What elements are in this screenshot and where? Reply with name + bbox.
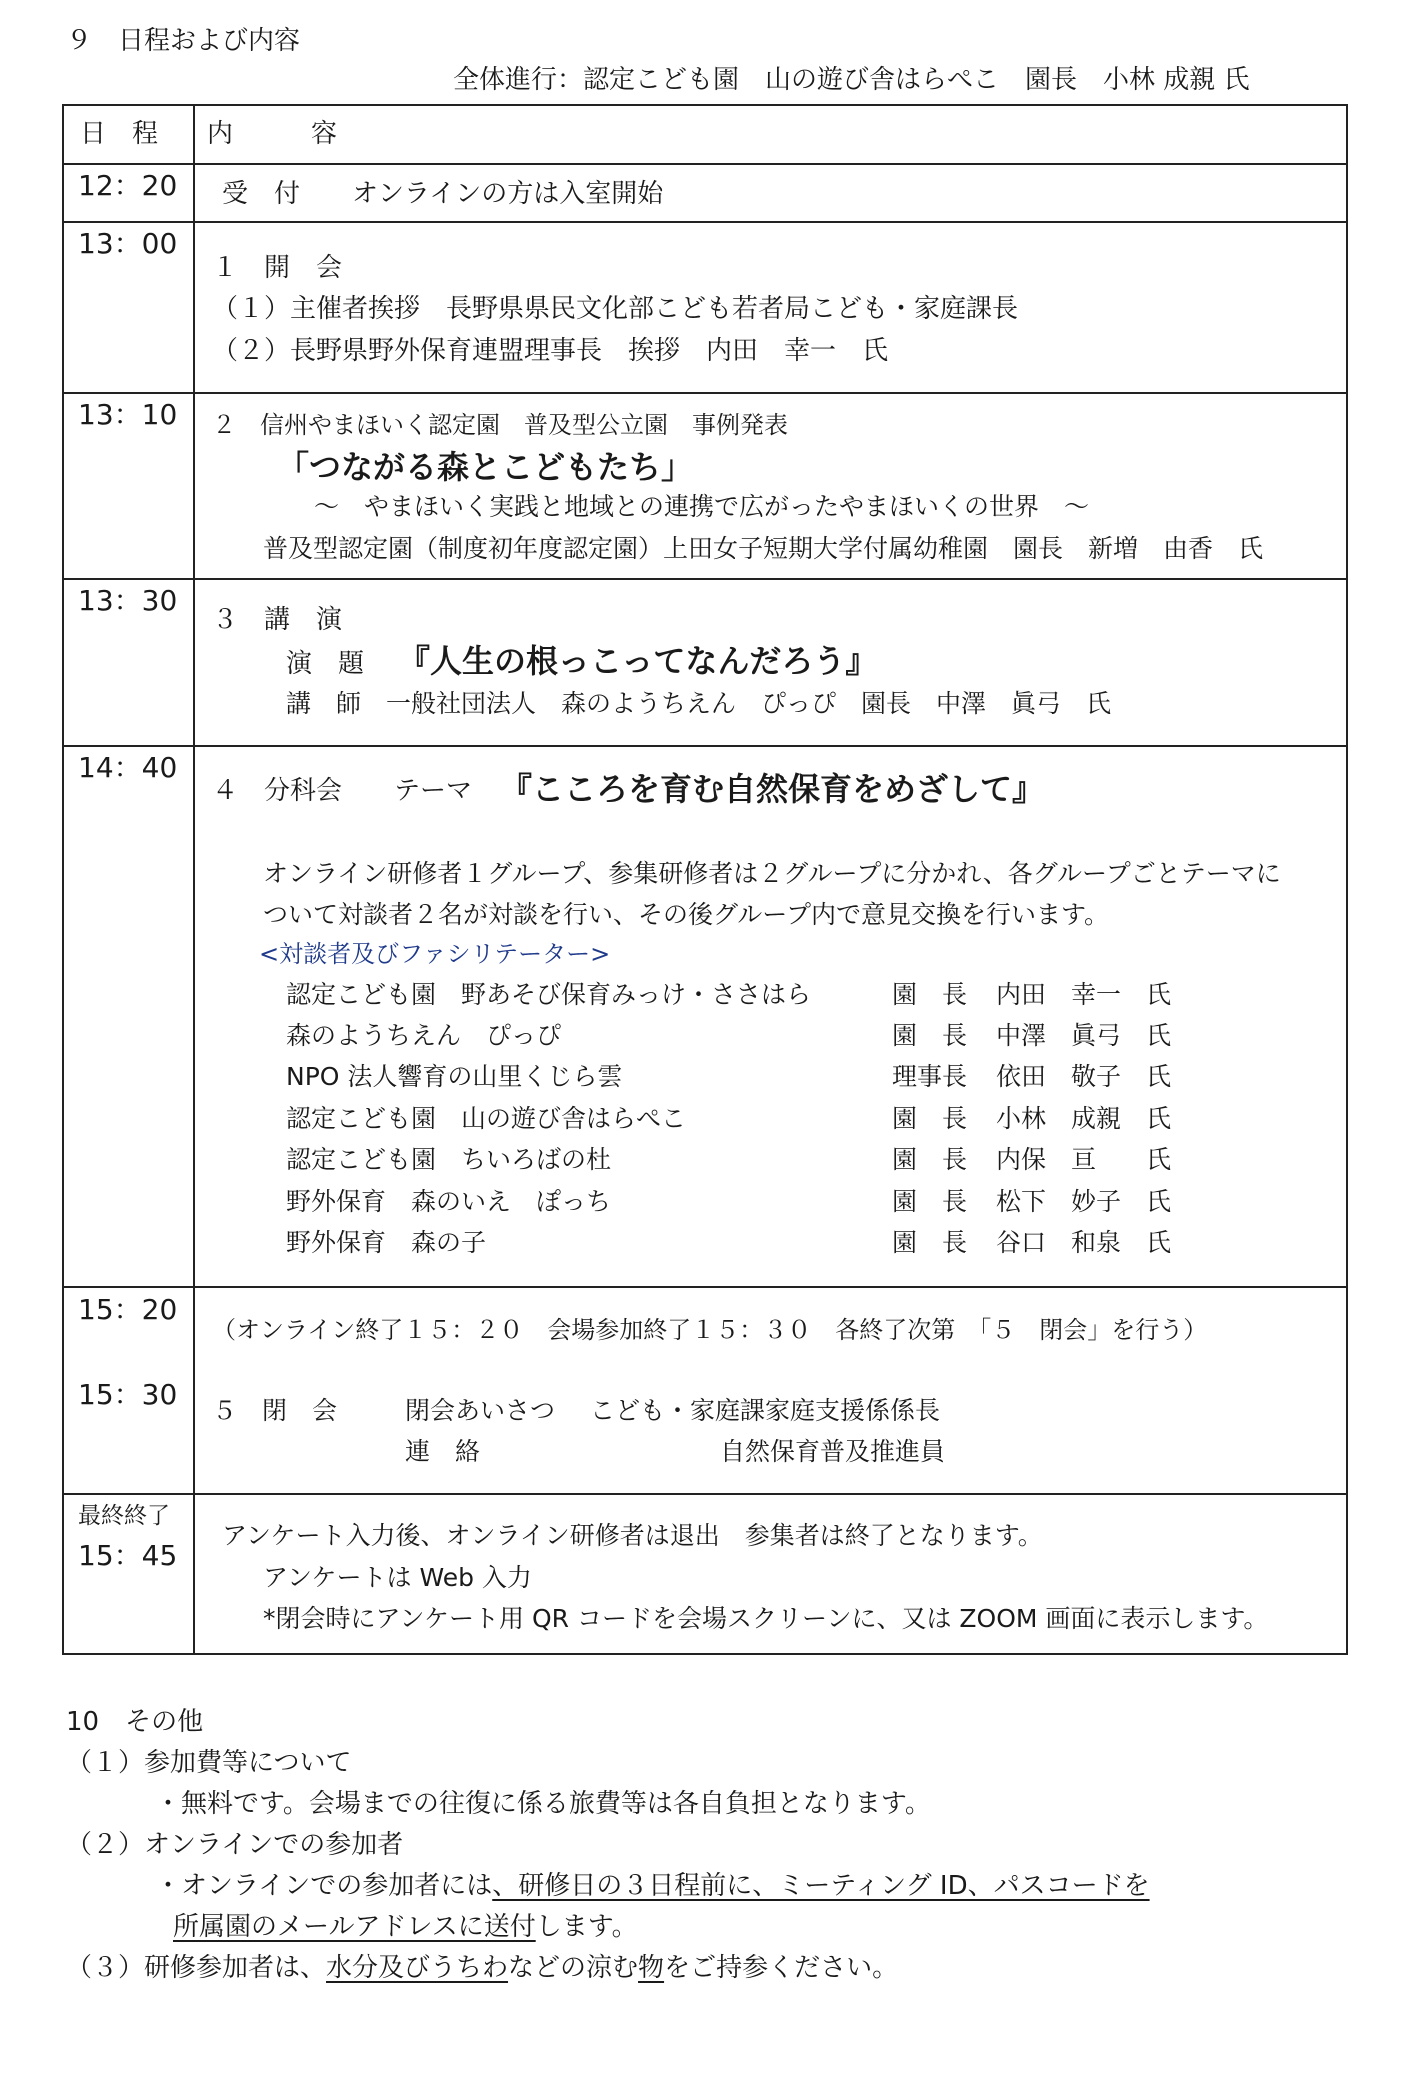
time-1530: 15：30 bbox=[78, 1378, 178, 1411]
facilitator-name: 谷口 和泉 氏 bbox=[996, 1228, 1172, 1257]
closing-contact-label: 連 絡 bbox=[405, 1437, 481, 1466]
closing-greeting-label: 閉会あいさつ bbox=[405, 1396, 556, 1425]
closing-contact-speaker: 自然保育普及推進員 bbox=[720, 1437, 946, 1466]
facilitator-org: 認定こども園 野あそび保育みっけ・ささはら bbox=[286, 980, 812, 1009]
opening-greeting-1: （１）主催者挨拶 長野県県民文化部こども若者局こども・家庭課長 bbox=[212, 294, 1019, 324]
case-presentation-subtitle: ～ やまほいく実践と地域との連携で広がったやまほいくの世界 ～ bbox=[314, 492, 1090, 521]
facilitator-org: 野外保育 森のいえ ぽっち bbox=[286, 1187, 612, 1216]
facilitator-role: 園 長 bbox=[892, 1104, 968, 1133]
facilitator-name: 内保 亘 氏 bbox=[996, 1145, 1172, 1174]
facilitator-role: 理事長 bbox=[892, 1062, 968, 1091]
facilitator-name: 依田 敬子 氏 bbox=[996, 1062, 1172, 1091]
facilitator-role: 園 長 bbox=[892, 1021, 968, 1050]
time-1220: 12：20 bbox=[78, 169, 178, 202]
time-1300: 13：00 bbox=[78, 227, 178, 260]
closing-note: （オンライン終了１５：２０ 会場参加終了１５：３０ 各終了次第 「５ 閉会」を行う） bbox=[212, 1316, 1208, 1344]
time-1310: 13：10 bbox=[78, 398, 178, 431]
final-end-label: 最終終了 bbox=[78, 1503, 170, 1529]
case-presenter: 普及型認定園（制度初年度認定園）上田女子短期大学付属幼稚園 園長 新増 由香 氏 bbox=[263, 534, 1264, 563]
other-item-2-text: ・オンラインでの参加者には、研修日の３日程前に、ミーティング ID、パスコードを bbox=[155, 1871, 1150, 1901]
facilitator-role: 園 長 bbox=[892, 1187, 968, 1216]
time-1545: 15：45 bbox=[78, 1539, 178, 1572]
facilitator-org: 認定こども園 ちいろばの杜 bbox=[286, 1145, 612, 1174]
other-item-3: （３）研修参加者は、水分及びうちわなどの涼む物をご持参ください。 bbox=[66, 1953, 899, 1983]
facilitator-org: 森のようちえん ぴっぴ bbox=[286, 1021, 562, 1050]
facilitator-org: NPO 法人響育の山里くじら雲 bbox=[286, 1062, 623, 1091]
time-1440: 14：40 bbox=[78, 751, 178, 784]
breakout-desc-2: ついて対談者２名が対談を行い、その後グループ内で意見交換を行います。 bbox=[263, 900, 1110, 929]
opening-heading: １ 開 会 bbox=[212, 253, 343, 283]
reception-line: 受 付 オンラインの方は入室開始 bbox=[222, 179, 664, 209]
facilitator-role: 園 長 bbox=[892, 980, 968, 1009]
facilitator-role: 園 長 bbox=[892, 1228, 968, 1257]
case-presentation-title: 「つながる森とこどもたち」 bbox=[277, 448, 694, 486]
header-content: 内 容 bbox=[207, 119, 338, 149]
section-10-heading: 10 その他 bbox=[66, 1707, 204, 1737]
facilitator-org: 認定こども園 山の遊び舎はらぺこ bbox=[286, 1104, 687, 1133]
other-item-1-text: ・無料です。会場までの往復に係る旅費等は各自負担となります。 bbox=[155, 1789, 931, 1819]
opening-greeting-2: （２）長野県野外保育連盟理事長 挨拶 内田 幸一 氏 bbox=[212, 336, 889, 366]
facilitator-org: 野外保育 森の子 bbox=[286, 1228, 487, 1257]
facilitator-name: 内田 幸一 氏 bbox=[996, 980, 1172, 1009]
facilitator-name: 中澤 眞弓 氏 bbox=[996, 1021, 1172, 1050]
lecture-heading: ３ 講 演 bbox=[212, 605, 343, 635]
facilitator-role: 園 長 bbox=[892, 1145, 968, 1174]
time-1330: 13：30 bbox=[78, 584, 178, 617]
breakout-desc-1: オンライン研修者１グループ、参集研修者は２グループに分かれ、各グループごとテーマに bbox=[263, 859, 1281, 888]
lecture-theme: 『人生の根っこってなんだろう』 bbox=[398, 642, 878, 680]
time-1520: 15：20 bbox=[78, 1293, 178, 1326]
other-item-2: （２）オンラインでの参加者 bbox=[66, 1830, 404, 1860]
closing-heading: ５ 閉 会 bbox=[212, 1396, 338, 1425]
lecture-theme-label: 演 題 bbox=[286, 649, 365, 679]
case-presentation-heading: ２ 信州やまほいく認定園 普及型公立園 事例発表 bbox=[212, 411, 788, 439]
other-item-1: （１）参加費等について bbox=[66, 1748, 352, 1778]
breakout-theme: 『こころを育む自然保育をめざして』 bbox=[500, 770, 1045, 808]
moderator-line: 全体進行：認定こども園 山の遊び舎はらぺこ 園長 小林 成親 氏 bbox=[453, 65, 1250, 95]
breakout-heading: ４ 分科会 テーマ bbox=[212, 776, 473, 806]
header-time: 日 程 bbox=[80, 119, 159, 149]
lecturer: 講 師 一般社団法人 森のようちえん ぴっぴ 園長 中澤 眞弓 氏 bbox=[286, 689, 1112, 718]
section-9-heading: ９ 日程および内容 bbox=[66, 26, 301, 56]
survey-line-1: アンケート入力後、オンライン研修者は退出 参集者は終了となります。 bbox=[222, 1521, 1043, 1550]
survey-line-2: アンケートは Web 入力 bbox=[263, 1563, 532, 1592]
survey-line-3: *閉会時にアンケート用 QR コードを会場スクリーンに、又は ZOOM 画面に表示します。 bbox=[263, 1604, 1269, 1633]
closing-greeting-speaker: こども・家庭課家庭支援係係長 bbox=[590, 1396, 941, 1425]
facilitators-heading: <対談者及びファシリテーター> bbox=[259, 940, 611, 968]
facilitator-name: 松下 妙子 氏 bbox=[996, 1187, 1172, 1216]
other-item-2-text-cont: 所属園のメールアドレスに送付します。 bbox=[173, 1912, 638, 1942]
facilitator-name: 小林 成親 氏 bbox=[996, 1104, 1172, 1133]
